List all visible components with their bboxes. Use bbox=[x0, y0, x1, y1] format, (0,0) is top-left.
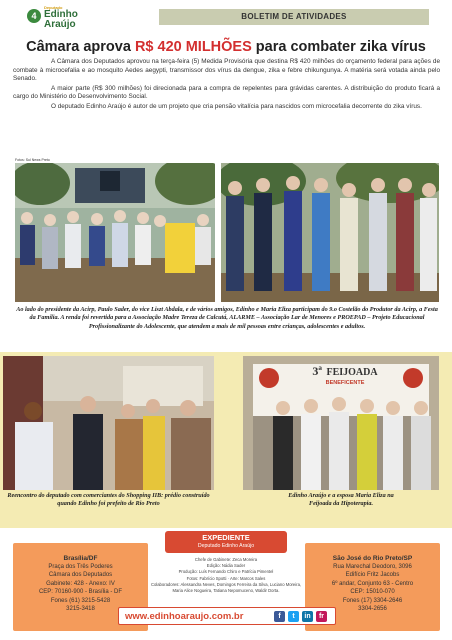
caption-top: Ao lado do presidente da Acirp, Paulo Sader, do vice Liszt Abdala, e de vários amigos, Edinho e Maria Eliza participam do 9.o Costelão do Produtor da Acirp, a Festa da Família. A renda foi revertida para a Associação Madre Tereza de Calcutá, ALARME – Associação Lar de Menores e PROEPAD – Projeto Educacional Profissionalizante do Adolescente, que atendem a mais de mil pessoas entre crianças, adolescentes e adultos. bbox=[16, 306, 438, 330]
article-paragraph-2: A maior parte (R$ 300 milhões) foi direcionada para a compra de repelentes para grávidas carentes. A distribuição do produto ficará a cargo do Ministério do Desenvolvimento Social. bbox=[13, 84, 440, 101]
staff-line: Colaboradores: Alessandra Neves, Domingos Ferreira da Silva, Luciano Moreira, Maria Alice Nogueira, Tatiana Nepomuceno, Waldir Dorta. bbox=[150, 581, 302, 594]
staff-line: Produção: Luís Fernando Chiro e Patrícia Pimentel bbox=[178, 569, 274, 575]
photo-group bbox=[221, 163, 439, 302]
headline-before: Câmara aprova bbox=[26, 39, 135, 55]
headline-highlight: R$ 420 MILHÕES bbox=[134, 39, 252, 55]
expediente-box bbox=[165, 531, 287, 553]
address-line: 3215-3418 bbox=[66, 606, 95, 613]
article-paragraph-1: A Câmara dos Deputados aprovou na terça-feira (5) Medida Provisória que destina R$ 420 milhões do orçamento federal para ações de combate à microcefalia e ao mosquito Aedes aegypti, transmissor dos vírus da dengue, zika e febre chikungunya. A matéria será votada ainda pelo Senado. bbox=[13, 58, 440, 83]
address-line: 3304-2656 bbox=[358, 606, 387, 613]
expediente-title: EXPEDIENTE bbox=[202, 533, 250, 542]
photo-crowd-event bbox=[15, 163, 215, 302]
address-line: Rua Marechal Deodoro, 3096 bbox=[333, 564, 412, 570]
address-line: CEP: 15010-070 bbox=[350, 589, 395, 596]
facebook-icon[interactable]: f bbox=[274, 611, 285, 622]
address-line: Praça dos Três Poderes bbox=[48, 564, 113, 570]
section-title: BOLETIM DE ATIVIDADES bbox=[159, 9, 429, 25]
caption-bottom-left: Reencontro do deputado com comerciantes do Shopping IIB: prédio construído quando Edinho foi prefeito de Rio Preto bbox=[7, 492, 210, 508]
address-line: Fones (61) 3215-5428 bbox=[50, 597, 111, 604]
address-line: 6º andar, Conjunto 63 - Centro bbox=[331, 580, 414, 587]
caption-bottom-right: Edinho Araújo e a esposa Maria Eliza na Feijoada da Hipoterapia. bbox=[288, 492, 394, 508]
address-city: São José do Rio Preto/SP bbox=[332, 555, 413, 562]
photo-shopping-image bbox=[3, 356, 214, 490]
staff-credits bbox=[148, 557, 304, 594]
logo-top-text: Deputado bbox=[44, 5, 63, 10]
address-line: CEP: 70160-900 - Brasília - DF bbox=[38, 589, 123, 596]
twitter-icon[interactable]: t bbox=[288, 611, 299, 622]
linkedin-icon[interactable]: in bbox=[302, 611, 313, 622]
banner-sub: BENEFICENTE bbox=[325, 380, 365, 386]
page-header bbox=[0, 0, 452, 34]
photo-shopping bbox=[3, 356, 214, 490]
photo-crowd-image bbox=[15, 163, 215, 302]
staff-line: Chefe de Gabinete: Zeca Moreira bbox=[194, 557, 258, 562]
website-link[interactable]: www.edinhoaraujo.com.br bbox=[125, 611, 244, 622]
website-bar bbox=[118, 607, 336, 625]
page-number-badge: 4 bbox=[27, 9, 41, 23]
address-line: Edifício Fritz Jacobs bbox=[345, 572, 400, 579]
address-city: Brasília/DF bbox=[63, 555, 98, 562]
article-body bbox=[13, 58, 440, 113]
feijoada-banner bbox=[305, 362, 385, 392]
photo-credit: Fotos: Sul News Preto bbox=[15, 158, 50, 162]
expediente-subtitle: Deputado Edinho Araújo bbox=[197, 543, 255, 549]
photo-group-image bbox=[221, 163, 439, 302]
staff-line: Edição: Nádia Sader bbox=[206, 563, 246, 569]
logo bbox=[44, 5, 84, 31]
logo-line1: Edinho bbox=[44, 9, 78, 20]
flickr-icon[interactable]: fr bbox=[316, 611, 327, 622]
address-line: Câmara dos Deputados bbox=[48, 572, 113, 579]
staff-line: Fotos: Fabrício Spotti · Arte: Marcos Sales bbox=[186, 575, 266, 581]
headline-after: para combater zika vírus bbox=[251, 39, 426, 55]
logo-line2: Araújo bbox=[44, 19, 76, 30]
address-line: Fones (17) 3304-2646 bbox=[342, 597, 403, 604]
banner-number: 3ª bbox=[312, 364, 323, 378]
address-line: Gabinete: 428 - Anexo: IV bbox=[46, 580, 115, 587]
photo-feijoada bbox=[243, 356, 439, 490]
article-paragraph-3: O deputado Edinho Araújo é autor de um projeto que cria pensão vitalícia para nascidos com microcefalia decorrente do zika vírus. bbox=[51, 102, 422, 110]
headline bbox=[0, 39, 452, 55]
banner-word: FEIJOADA bbox=[326, 367, 378, 378]
